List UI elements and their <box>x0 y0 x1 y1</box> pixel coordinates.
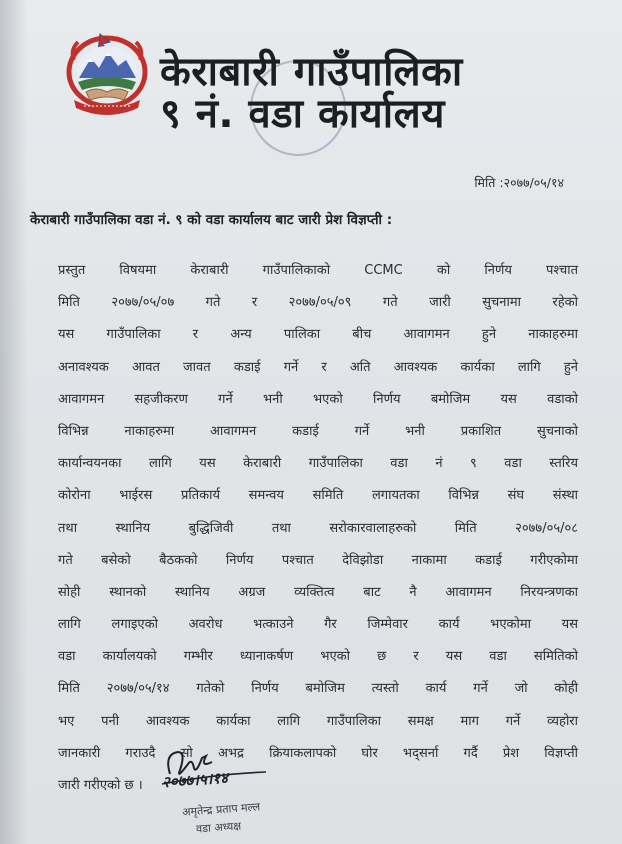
body-line: लागि लगाइएको अवरोध भत्काउने गैर जिम्मेवार कार्य भएकोमा यस <box>58 617 578 633</box>
body-line: अनावश्यक आवत जावत कडाई गर्ने र अति आवश्यक कार्यका लागि हुने <box>58 359 578 375</box>
body-line: यस गाउँपालिका र अन्य पालिका बीच आवागमन हुने नाकाहरुमा <box>58 327 578 343</box>
body-line: जानकारी गराउदै सो अभद्र क्रियाकलापको घोर भद्सर्ना गर्दै प्रेश विज्ञप्ती <box>58 745 578 761</box>
body-line: प्रस्तुत विषयमा केराबारी गाउँपालिकाको CCMC को निर्णय पश्चात <box>58 263 578 278</box>
body-line: जारी गरीएको छ । <box>58 778 143 793</box>
org-name: केराबारी गाउँपालिका <box>160 49 463 95</box>
press-release-heading: केराबारी गाउँपालिका वडा नं. ९ को वडा कार्यालय बाट जारी प्रेश विज्ञप्ती : <box>30 212 393 228</box>
office-name: ९ नं. वडा कार्यालय <box>160 91 445 137</box>
body-line: आवागमन सहजीकरण गर्ने भनी भएको निर्णय बमोजिम यस वडाको <box>58 391 578 407</box>
body-line: मिति २०७७/०५/०७ गते र २०७७/०५/०९ गते जारी सुचनामा रहेको <box>58 295 578 311</box>
body-line: भए पनी आवश्यक कार्यका लागि गाउँपालिका समक्ष माग गर्ने व्यहोरा <box>58 713 578 729</box>
signer-title: वडा अध्यक्ष <box>195 819 242 836</box>
body-line: मिति २०७७/०५/१४ गतेको निर्णय बमोजिम त्यस्तो कार्य गर्ने जो कोही <box>58 681 578 697</box>
body-line: कार्यान्वयनका लागि यस केराबारी गाउँपालिका वडा नं ९ वडा स्तरिय <box>58 456 578 472</box>
signature-date: २०७७।५।१४ <box>161 768 229 792</box>
letter-date: मिति :२०७७/०५/१४ <box>474 175 564 190</box>
body-line: गते बसेको बैठकको निर्णय पश्चात देविझोडा नाकामा कडाई गरीएकोमा <box>58 552 578 568</box>
body-line: सोही स्थानको स्थानिय अग्रज व्यक्तित्व बाट नै आवागमन निरयन्त्रणका <box>58 584 578 600</box>
letter-body <box>58 255 578 802</box>
body-line: तथा स्थानिय बुद्धिजिवी तथा सरोकारवालाहरुको मिति २०७७/०५/०८ <box>58 520 578 536</box>
signer-name: अमृतेन्द्र प्रताप मल्ल <box>181 800 261 819</box>
body-line: वडा कार्यालयको गम्भीर ध्यानाकर्षण भएको छ र यस वडा समितिको <box>58 649 578 665</box>
body-line: विभिन्न नाकाहरुमा आवागमन कडाई गर्ने भनी प्रकाशित सुचनाको <box>58 423 578 439</box>
body-line: कोरोना भाईरस प्रतिकार्य समन्वय समिति लगायतका विभिन्न संघ संस्था <box>58 488 578 504</box>
page-shadow <box>0 0 28 844</box>
nepal-emblem-icon <box>66 32 148 116</box>
